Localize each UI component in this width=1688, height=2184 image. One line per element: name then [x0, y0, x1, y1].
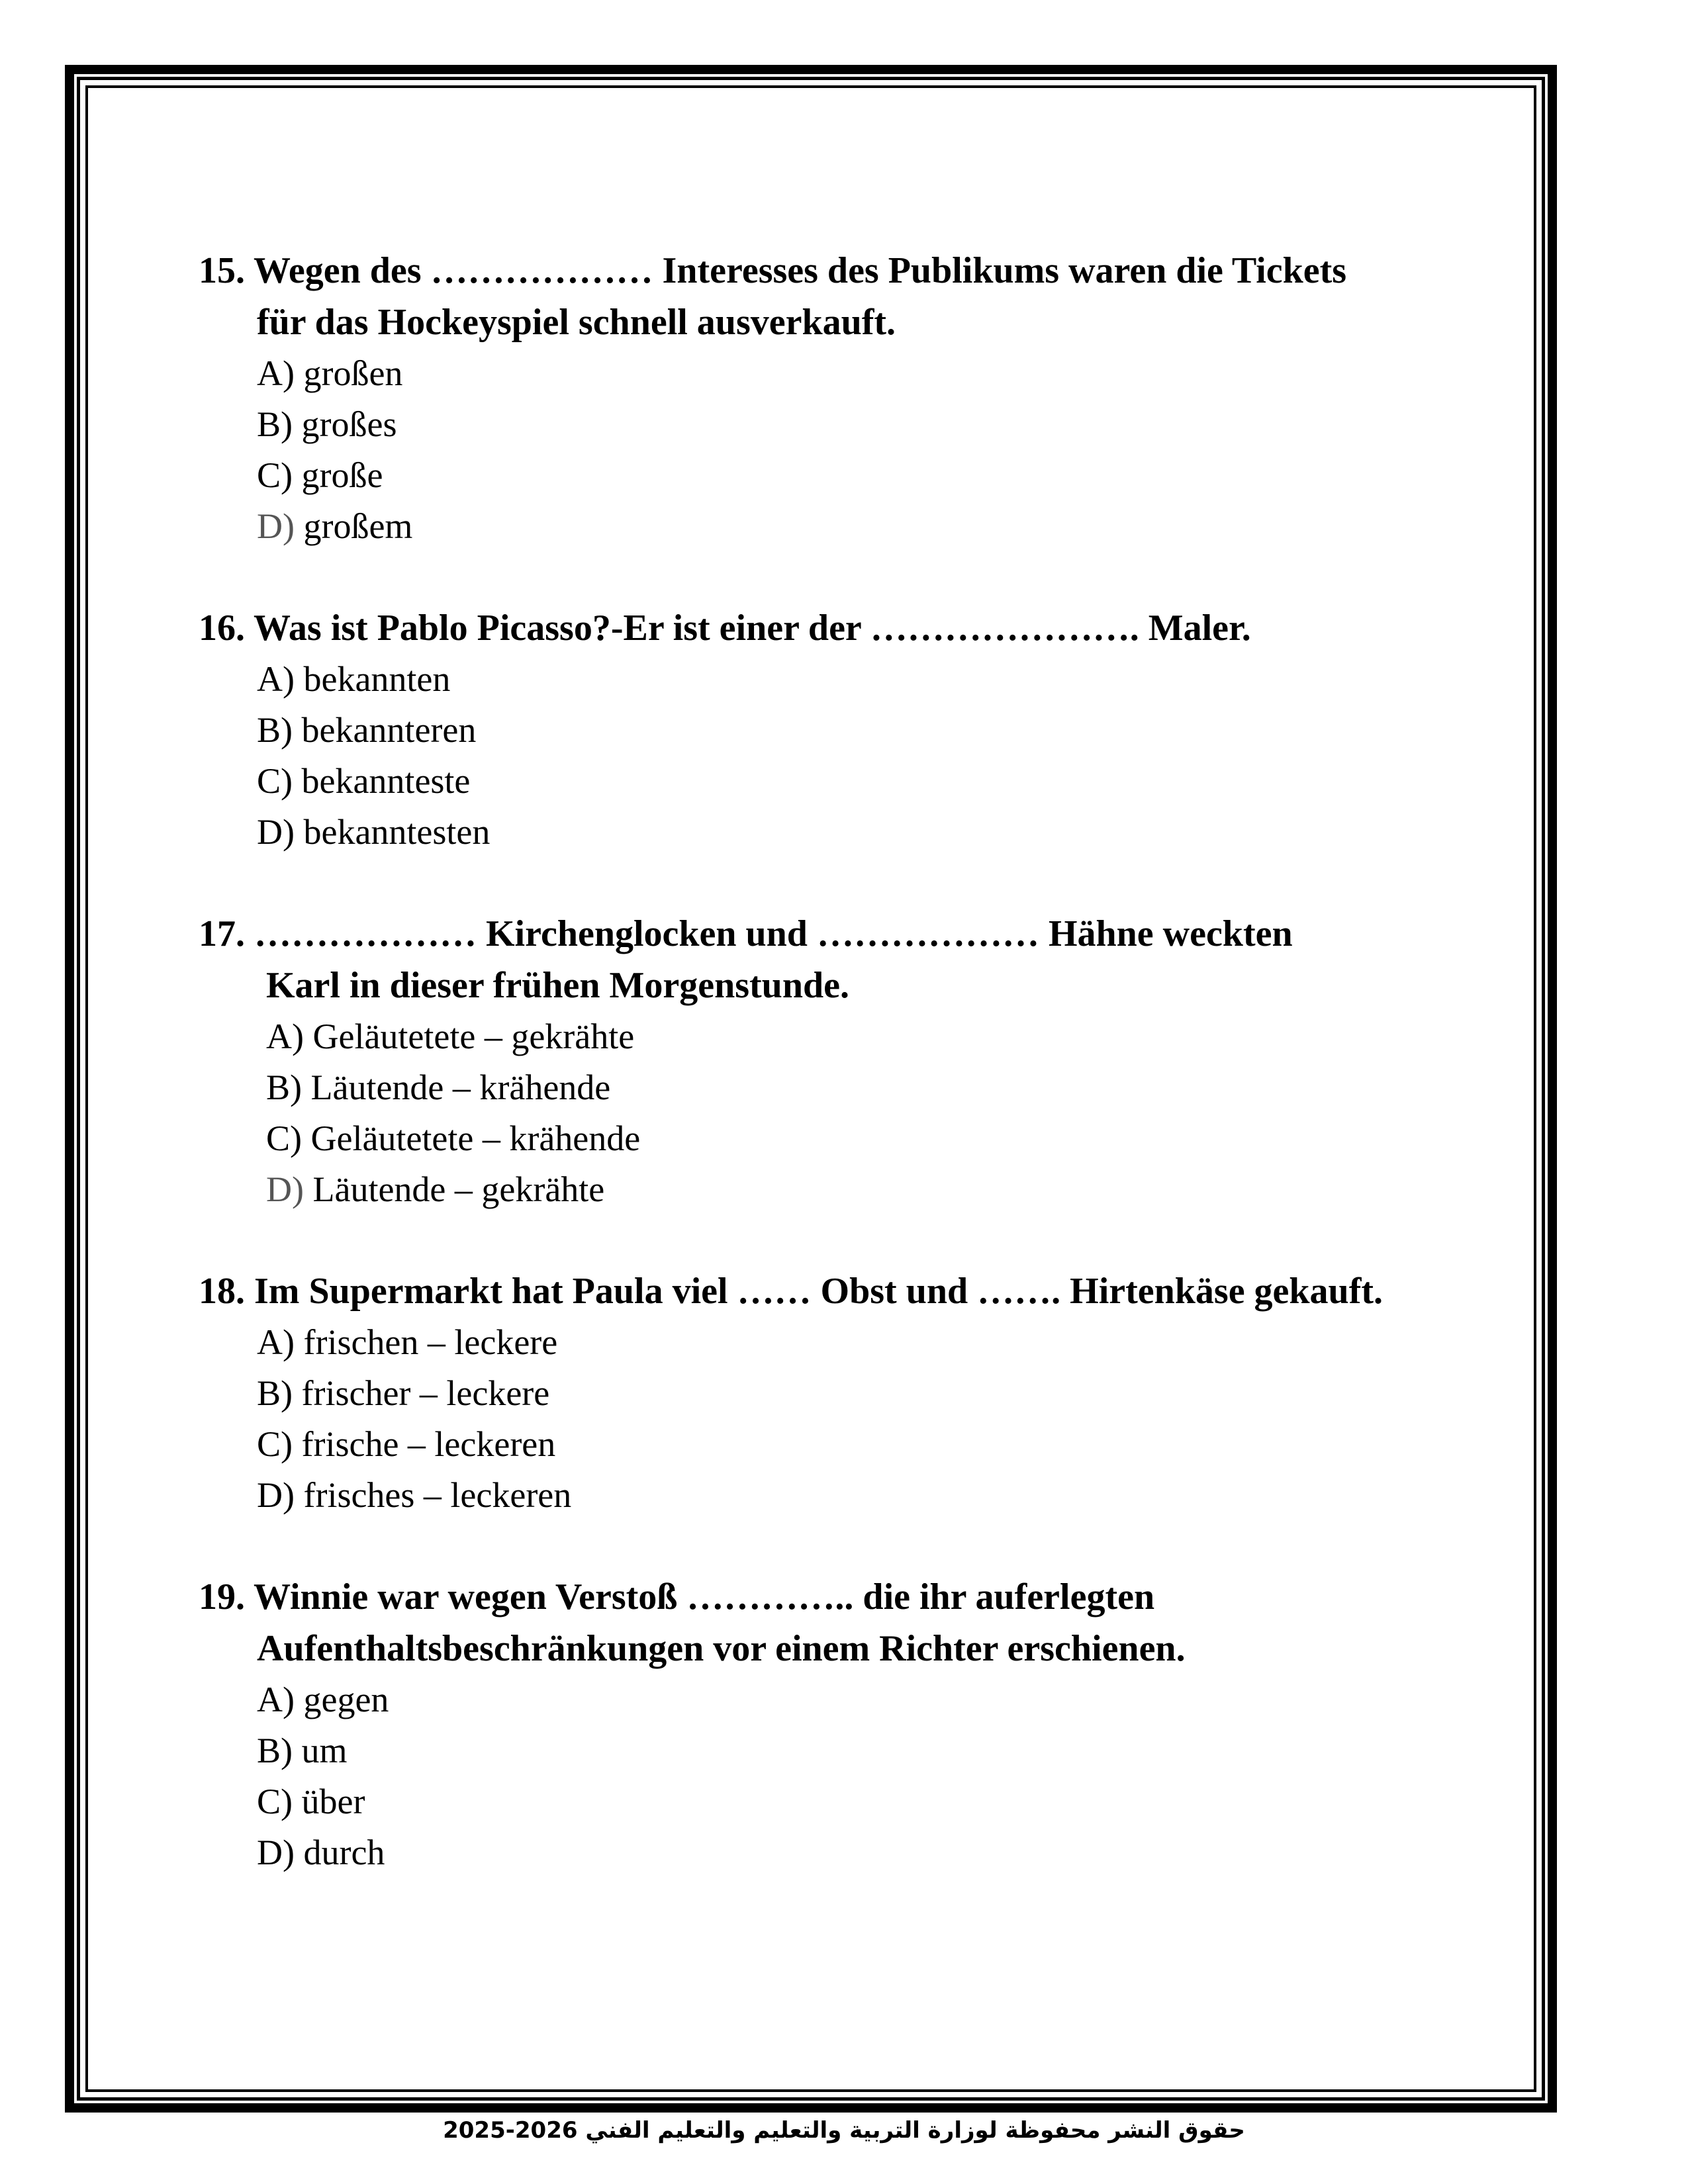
question-text: ……………… Kirchenglocken und ……………… Hähne weckten	[254, 913, 1293, 954]
option-letter: C)	[266, 1118, 302, 1158]
option-a[interactable]	[257, 654, 1489, 705]
option-a[interactable]	[257, 1674, 1489, 1725]
option-a[interactable]	[257, 348, 1489, 399]
answer-options	[199, 1317, 1489, 1521]
question-number: 18.	[199, 1271, 245, 1312]
option-b[interactable]	[257, 1368, 1489, 1419]
question-text: Winnie war wegen Verstoß ………….. die ihr auferlegten	[254, 1576, 1155, 1617]
option-c[interactable]	[266, 1113, 1489, 1164]
question-text: Im Supermarkt hat Paula viel …… Obst und ……. Hirtenkäse gekauft.	[254, 1271, 1383, 1312]
option-text: großem	[303, 506, 413, 546]
option-b[interactable]	[266, 1062, 1489, 1113]
option-letter: C)	[257, 761, 293, 801]
option-letter: C)	[257, 455, 293, 495]
option-letter: B)	[266, 1068, 302, 1107]
answer-options	[199, 1011, 1489, 1215]
question-stem	[199, 1571, 1489, 1623]
question-16	[199, 602, 1489, 858]
answer-options	[199, 654, 1489, 858]
question-text: Was ist Pablo Picasso?-Er ist einer der …………………. Maler.	[254, 608, 1251, 649]
option-b[interactable]	[257, 1725, 1489, 1776]
option-text: Läutende – krähende	[310, 1068, 611, 1107]
question-number: 15.	[199, 250, 245, 291]
option-letter: A)	[257, 659, 295, 699]
option-text: um	[301, 1731, 348, 1770]
question-text: Wegen des ……………… Interesses des Publikums waren die Tickets	[254, 250, 1347, 291]
option-letter: D)	[266, 1169, 304, 1209]
question-number: 17.	[199, 913, 245, 954]
option-letter: A)	[257, 1680, 295, 1719]
option-d[interactable]	[266, 1164, 1489, 1215]
option-letter: D)	[257, 1475, 295, 1515]
option-d[interactable]	[257, 807, 1489, 858]
option-letter: A)	[257, 353, 295, 393]
answer-options	[199, 348, 1489, 552]
question-19	[199, 1571, 1489, 1878]
option-b[interactable]	[257, 705, 1489, 756]
option-text: große	[301, 455, 383, 495]
option-a[interactable]	[257, 1317, 1489, 1368]
option-text: bekannteste	[301, 761, 471, 801]
option-text: Geläutetete – gekrähte	[312, 1017, 635, 1056]
option-b[interactable]	[257, 399, 1489, 450]
question-stem	[199, 1265, 1489, 1317]
answer-options	[199, 1674, 1489, 1878]
question-18	[199, 1265, 1489, 1521]
option-text: großen	[303, 353, 403, 393]
question-stem	[199, 908, 1489, 960]
question-text-continued: für das Hockeyspiel schnell ausverkauft.	[257, 302, 896, 343]
option-text: frische – leckeren	[301, 1424, 556, 1464]
option-text: bekanntesten	[303, 812, 491, 852]
option-text: bekannten	[303, 659, 451, 699]
option-letter: B)	[257, 710, 293, 750]
question-number: 16.	[199, 608, 245, 649]
option-text: frischen – leckere	[303, 1322, 558, 1362]
question-list	[199, 245, 1489, 1929]
option-text: großes	[301, 404, 397, 444]
option-letter: D)	[257, 506, 295, 546]
option-c[interactable]	[257, 450, 1489, 501]
option-letter: D)	[257, 1833, 295, 1872]
option-text: Läutende – gekrähte	[312, 1169, 605, 1209]
question-number: 19.	[199, 1576, 245, 1617]
option-c[interactable]	[257, 756, 1489, 807]
question-15	[199, 245, 1489, 552]
option-text: bekannteren	[301, 710, 477, 750]
option-text: frisches – leckeren	[303, 1475, 572, 1515]
option-d[interactable]	[257, 1470, 1489, 1521]
option-d[interactable]	[257, 1827, 1489, 1878]
question-text-continued: Karl in dieser frühen Morgenstunde.	[266, 965, 849, 1006]
question-17	[199, 908, 1489, 1215]
option-text: über	[301, 1782, 365, 1821]
option-c[interactable]	[257, 1419, 1489, 1470]
option-text: gegen	[303, 1680, 389, 1719]
option-letter: D)	[257, 812, 295, 852]
option-letter: A)	[257, 1322, 295, 1362]
option-letter: C)	[257, 1782, 293, 1821]
option-letter: A)	[266, 1017, 304, 1056]
question-stem	[199, 245, 1489, 296]
option-text: frischer – leckere	[301, 1373, 550, 1413]
option-text: durch	[303, 1833, 385, 1872]
question-text-continued: Aufenthaltsbeschränkungen vor einem Richter erschienen.	[257, 1628, 1186, 1669]
option-letter: C)	[257, 1424, 293, 1464]
option-a[interactable]	[266, 1011, 1489, 1062]
question-stem	[199, 602, 1489, 654]
option-c[interactable]	[257, 1776, 1489, 1827]
option-letter: B)	[257, 404, 293, 444]
option-letter: B)	[257, 1731, 293, 1770]
option-letter: B)	[257, 1373, 293, 1413]
option-text: Geläutetete – krähende	[310, 1118, 641, 1158]
option-d[interactable]	[257, 501, 1489, 552]
copyright-footer: حقوق النشر محفوظة لوزارة التربية والتعليم والتعليم الفني 2026-2025	[443, 2117, 1245, 2144]
